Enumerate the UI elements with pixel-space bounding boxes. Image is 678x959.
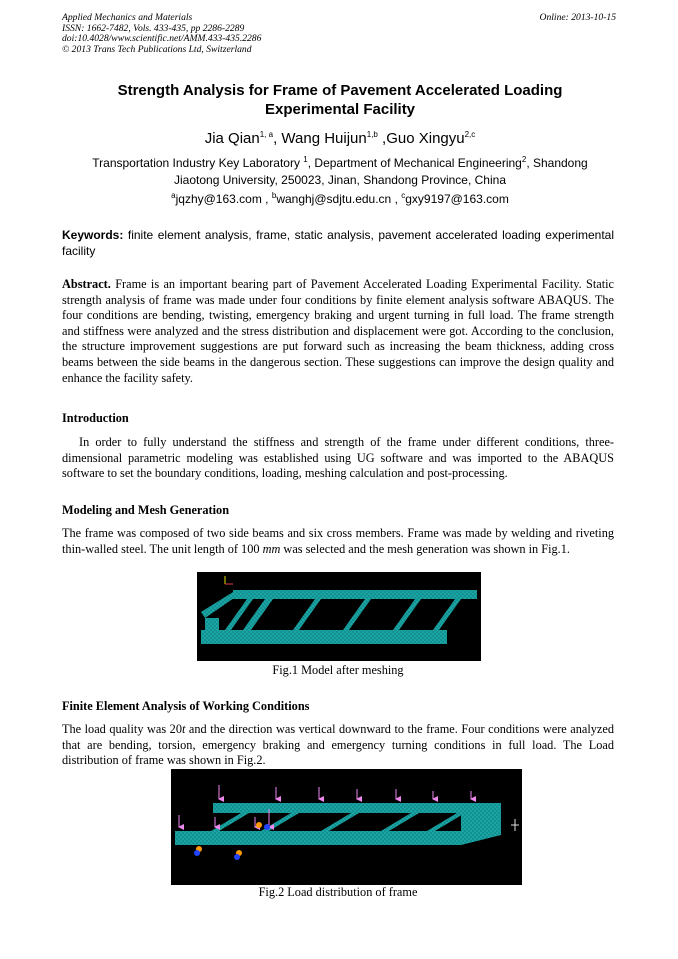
email-address[interactable]: jqzhy@163.com [175,192,262,206]
affil-text: Transportation Industry Key Laboratory [92,156,304,170]
figure-1-caption: Fig.1 Model after meshing [272,663,404,677]
cross-member [321,813,359,831]
title-line-1: Strength Analysis for Frame of Pavement Accelerated Loading [117,82,563,99]
author-sup: 1, a [259,130,274,139]
fea-text [62,722,614,769]
figure-1-model-mesh [197,572,481,661]
load-distribution-graphic [171,769,522,885]
abstract-label: Abstract. [62,277,111,291]
side-beam-back [213,803,501,813]
affiliation [70,155,610,188]
constraint-marker [234,854,240,860]
keywords [62,228,614,259]
affil-text: , Shandong [526,156,588,170]
email-address[interactable]: gxy9197@163.com [405,192,509,206]
unit-mm: mm [262,541,281,556]
keywords-label: Keywords: [62,228,124,242]
cross-member [381,813,419,831]
cross-member [211,813,249,831]
introduction-text: In order to fully understand the stiffness and strength of the frame under different conditions, three-dimensional parametric modeling was established using UG software and was imported to the ABAQUS software to set the boundary conditions, loading, meshing calculation and post-processing. [62,435,614,481]
email-sup: b [271,191,277,200]
cross-member [393,599,421,630]
author-name: Guo Xingyu [386,130,465,147]
affiliation-line-1 [70,155,610,172]
issn-line: ISSN: 1662-7482, Vols. 433-435, pp 2286-2289 [62,22,245,34]
keywords-text: finite element analysis, frame, static analysis, pavement accelerated loading experimental facility [62,228,614,258]
modeling-text-part: The frame was composed of two side beams and six cross members. Frame was made by welding and riveting thin-walled steel. The unit length of 100 [62,526,614,556]
author-name: Wang Huijun [281,130,367,147]
author-name: Jia Qian [204,130,260,147]
cross-member [433,599,461,630]
author-sup: 2,c [464,130,476,139]
email-list: $^a$jqzhy@163.com , $^b$wanghj@sdjtu.edu.cn , $^c$gxy9197@163.com [171,191,509,206]
doi-line: doi:10.4028/www.scientific.net/AMM.433-435.2286 [62,33,262,45]
end-section [461,813,501,845]
side-beam-front [201,630,447,644]
load-arrows-back [219,785,471,799]
affiliation-line-2: Jiaotong University, 250023, Jinan, Shandong Province, China [174,172,506,187]
fea-text-part: and the direction was vertical downward to the frame. Four conditions were analyzed that are bending, torsion, emergency braking and emergency turning conditions in full load. The Load distribution of frame was shown in Fig.2. [62,722,614,768]
journal-name: Applied Mechanics and Materials [62,12,193,23]
cross-member [427,813,465,831]
end-block [205,618,219,630]
email-address[interactable]: wanghj@sdjtu.edu.cn [276,192,392,206]
modeling-text-part: was selected and the mesh generation was shown in Fig.1. [280,541,570,556]
constraint-marker [194,850,200,856]
author-list: Jia Qian$^{1, a}$, Wang Huijun$^{1,b}$ ,Guo Xingyu$^{2,c}$ [204,130,476,147]
running-header [62,13,616,55]
paper-title [70,82,610,119]
affil-text: , Department of Mechanical Engineering [307,156,522,170]
section-heading-modeling: Modeling and Mesh Generation [62,503,230,517]
side-beam-front [175,831,461,845]
title-line-2: Experimental Facility [264,100,416,118]
constraint-marker [264,824,270,830]
copyright-line: © 2013 Trans Tech Publications Ltd, Switzerland [62,43,252,55]
section-heading-fea: Finite Element Analysis of Working Conditions [62,699,310,713]
affil-sup: 2 [521,155,527,164]
cross-member [343,599,371,630]
online-date: Online: 2013-10-15 [539,12,616,23]
affil-sup: 1 [303,155,308,164]
modeling-text [62,526,614,557]
fea-text-part: The load quality was 20 [62,722,182,736]
email-sup: a [171,191,176,200]
constraint-marker [256,822,262,828]
figure-2-load-distribution [171,769,522,885]
end-block [201,592,237,618]
cross-member [293,599,321,630]
section-heading-introduction: Introduction [62,411,129,425]
email-sup: c [401,191,406,200]
abstract-text: Frame is an important bearing part of Pavement Accelerated Loading Experimental Facility. Static strength analysis of frame was made under four conditions by finite element analysis software ABAQUS. The four conditions are bending, twisting, emergency braking and urgent turning in full load. The frame strength and stiffness were analyzed and the stress distribution and displacement were got. According to the conclusion, the structure improvement suggestions are put forward such as increasing the beam thickness, adding cross beams between the side beams in the dangerous section. These suggestions can improve the design quality and enhance the facility safety. [62,277,615,385]
unit-t: t [181,722,186,736]
author-sup: 1,b [366,130,378,139]
mesh-frame-graphic [197,572,481,661]
figure-2-caption: Fig.2 Load distribution of frame [258,885,418,899]
side-beam-back [233,590,477,599]
abstract [62,277,614,386]
